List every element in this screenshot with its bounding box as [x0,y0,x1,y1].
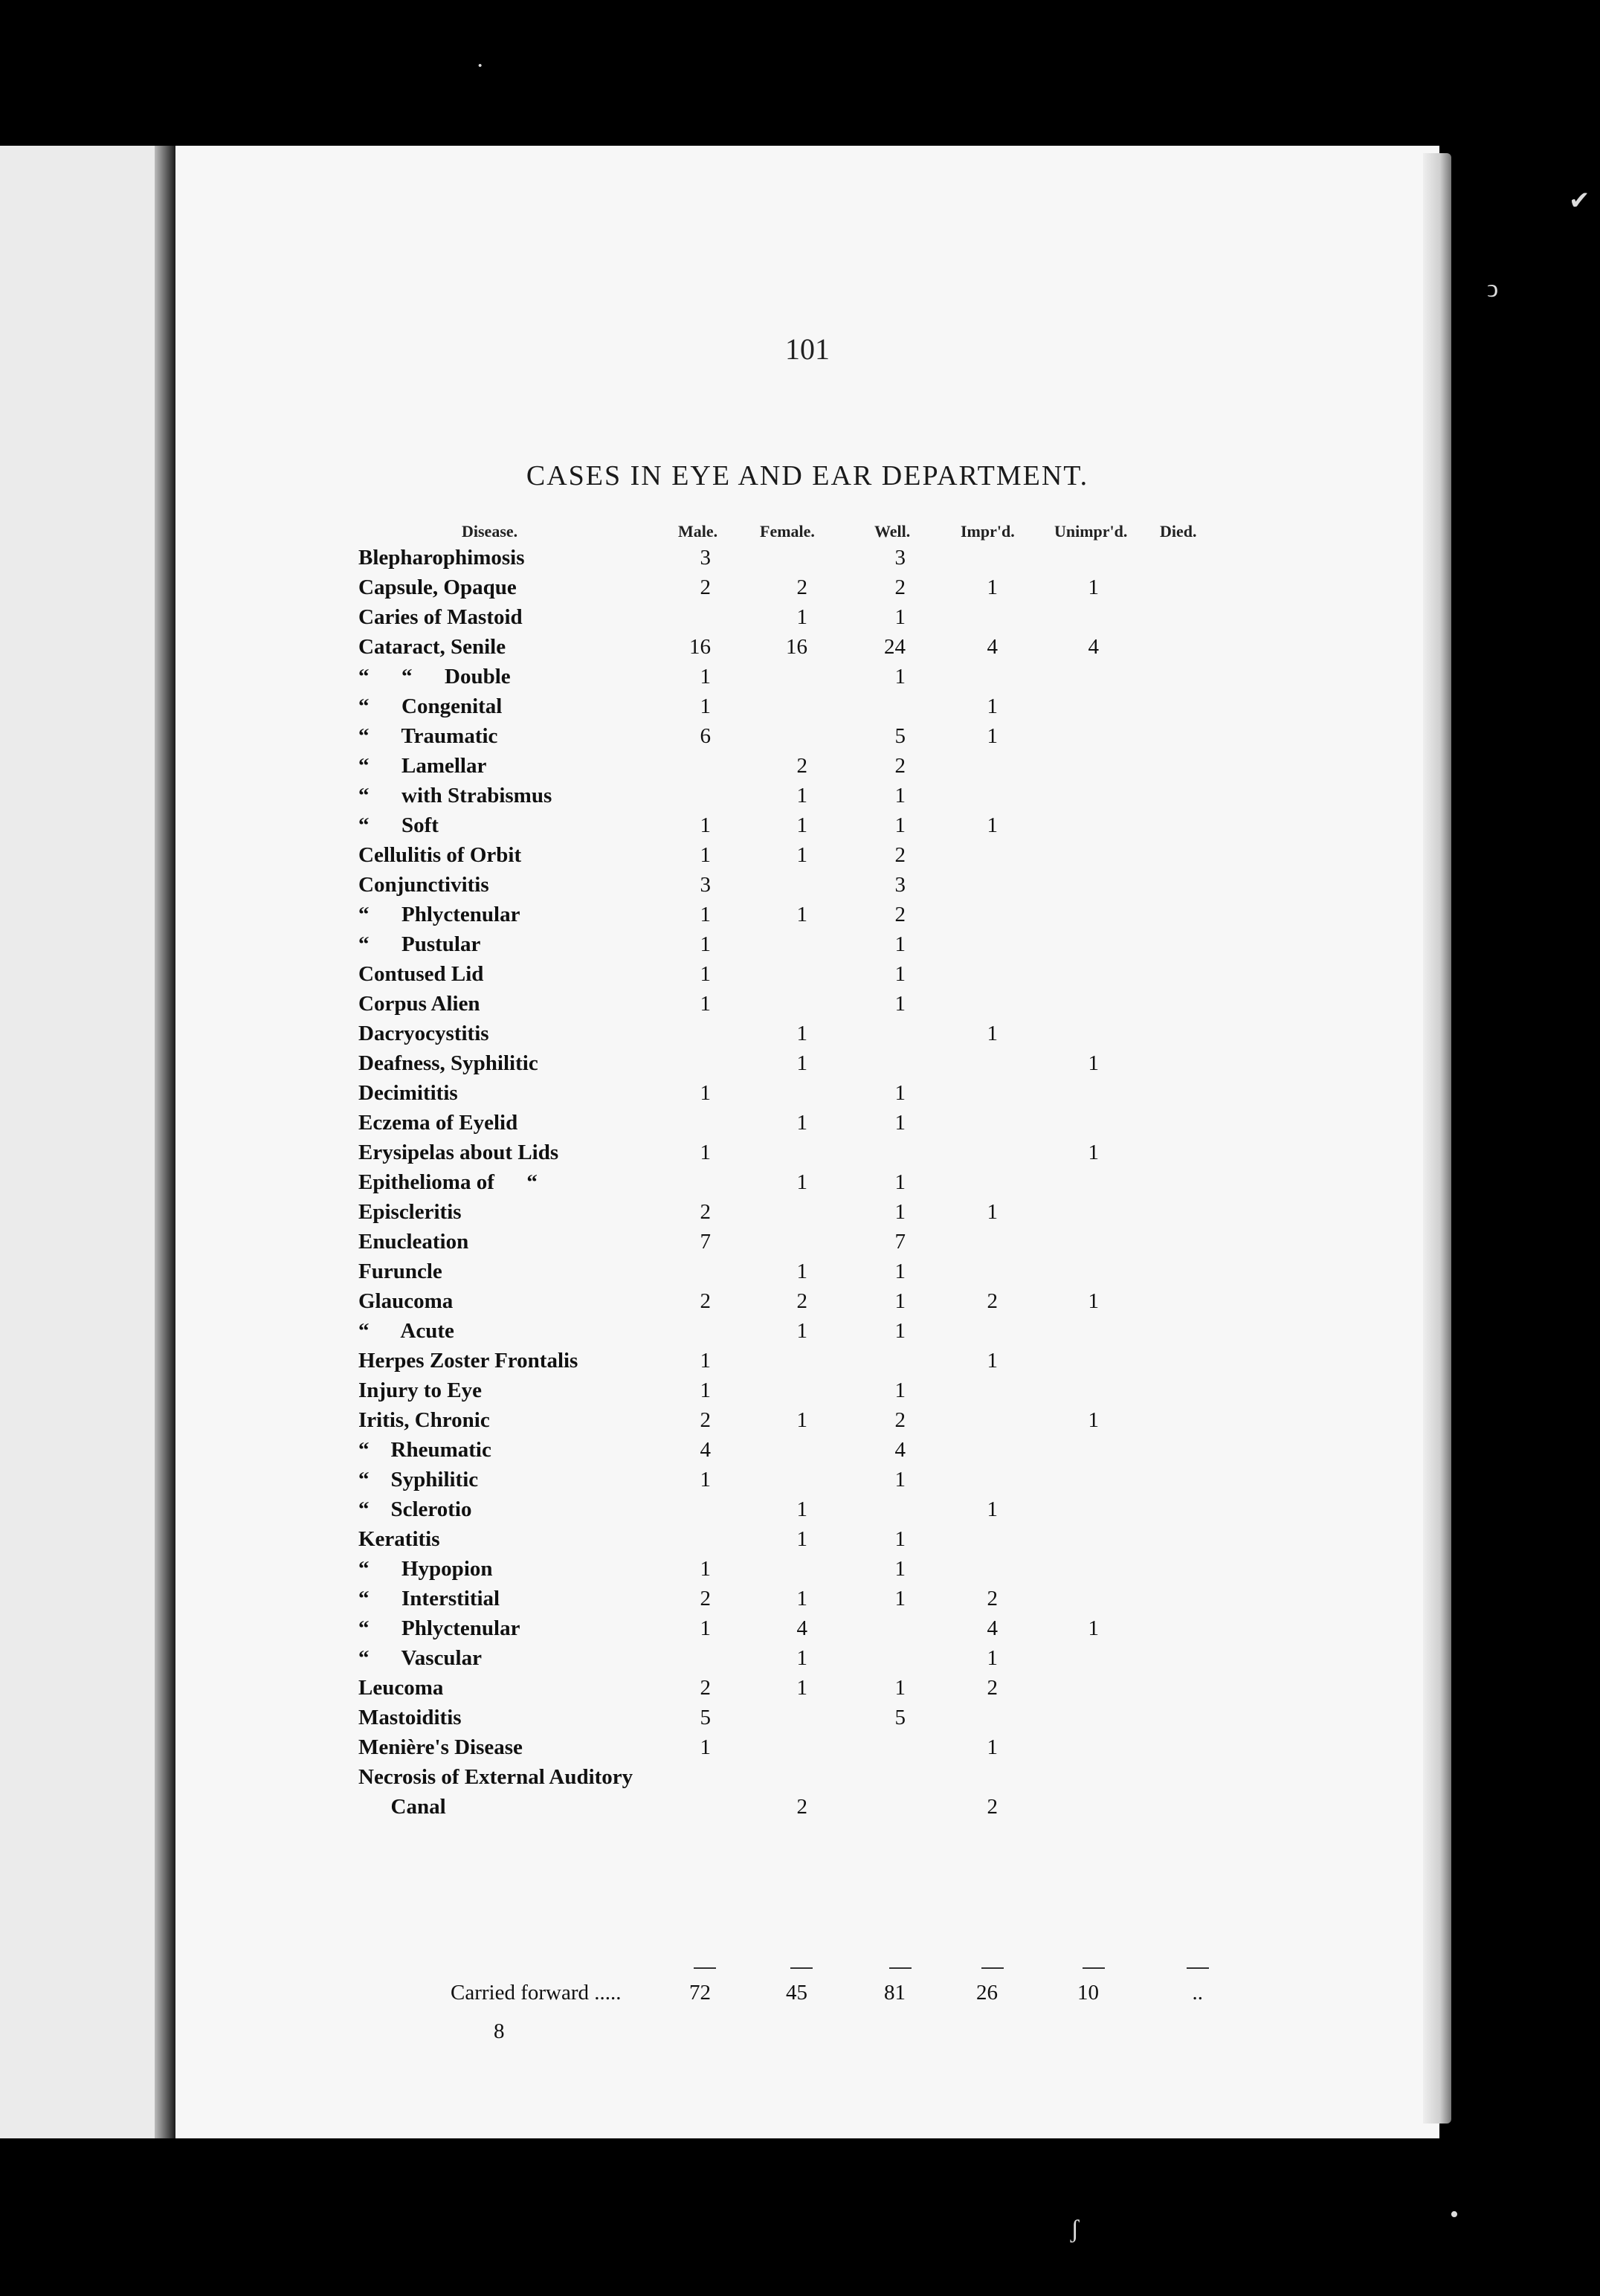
disease-name: Glaucoma [358,1289,454,1313]
disease-name: “ Traumatic [358,724,498,748]
totals-row [175,1981,1439,2013]
total-well: 81 [884,1981,906,2005]
cell-unimpr: 1 [1088,1408,1099,1432]
total-impr: 26 [976,1981,998,2005]
film-speck: · [476,52,485,80]
cell-well: 1 [894,1111,906,1135]
table-row [175,1703,1439,1732]
disease-name: “ Interstitial [358,1587,500,1610]
cell-male: 1 [700,843,711,867]
cell-female: 1 [796,903,807,926]
cell-male: 16 [689,635,711,659]
cell-well: 1 [894,1557,906,1581]
disease-name: “ “ Double [358,665,511,689]
disease-name: “ Congenital [358,694,503,718]
cell-well: 1 [894,1676,906,1700]
total-male: 72 [689,1981,711,2005]
cell-well: 2 [894,754,906,778]
table-row [175,989,1439,1019]
table-row [175,721,1439,751]
cell-impr: 1 [987,575,998,599]
cell-male: 1 [700,1349,711,1373]
cell-female: 1 [796,1646,807,1670]
disease-name: Canal [358,1795,446,1819]
cell-unimpr: 1 [1088,1289,1099,1313]
table-row [175,1286,1439,1316]
cell-well: 1 [894,1170,906,1194]
cell-female: 2 [796,1289,807,1313]
cell-female: 1 [796,843,807,867]
disease-name: Episcleritis [358,1200,462,1224]
cell-well: 2 [894,903,906,926]
table-row [175,1346,1439,1376]
disease-name: “ Soft [358,813,439,837]
disease-name: Cellulitis of Orbit [358,843,522,867]
cell-well: 24 [884,635,906,659]
table-row [175,1554,1439,1584]
cell-male: 1 [700,665,711,689]
cell-male: 4 [700,1438,711,1462]
cell-well: 1 [894,813,906,837]
total-female: 45 [786,1981,807,2005]
cell-male: 2 [700,1587,711,1610]
disease-name: “ with Strabismus [358,784,552,807]
col-header-well: Well. [874,522,911,541]
table-row [175,1613,1439,1643]
cell-impr: 2 [987,1587,998,1610]
col-header-unimpr: Unimpr'd. [1054,522,1128,541]
cell-well: 1 [894,665,906,689]
disease-name: Necrosis of External Auditory [358,1765,633,1789]
cell-male: 2 [700,1408,711,1432]
cell-well: 1 [894,932,906,956]
disease-name: Conjunctivitis [358,873,489,897]
signature-mark: 8 [494,2019,505,2043]
cell-well: 1 [894,1587,906,1610]
cell-impr: 4 [987,635,998,659]
cell-male: 1 [700,992,711,1016]
table-row [175,1494,1439,1524]
table-row [175,1138,1439,1167]
table-row [175,543,1439,573]
cell-well: 2 [894,843,906,867]
cell-impr: 1 [987,1022,998,1045]
disease-name: “ Phlyctenular [358,1616,520,1640]
disease-name: Cataract, Senile [358,635,506,659]
cell-male: 5 [700,1706,711,1729]
disease-name: Corpus Alien [358,992,480,1016]
cell-impr: 1 [987,724,998,748]
disease-name: “ Hypopion [358,1557,493,1581]
disease-name: Iritis, Chronic [358,1408,490,1432]
table-row [175,1108,1439,1138]
col-header-died: Died. [1160,522,1197,541]
disease-name: “ Acute [358,1319,454,1343]
table-row [175,1435,1439,1465]
cell-female: 1 [796,1170,807,1194]
disease-name: “ Sclerotio [358,1497,472,1521]
table-row [175,662,1439,691]
cell-impr: 2 [987,1676,998,1700]
disease-name: Enucleation [358,1230,469,1254]
cell-well: 5 [894,724,906,748]
table-row [175,1257,1439,1286]
page-fore-edge [1423,153,1451,2124]
cell-well: 1 [894,1081,906,1105]
rule-female [790,1967,813,1969]
disease-name: “ Pustular [358,932,481,956]
cell-well: 1 [894,1468,906,1492]
rule-well [889,1967,912,1969]
table-row [175,602,1439,632]
cell-unimpr: 1 [1088,575,1099,599]
table-row [175,1732,1439,1762]
rule-impr [981,1967,1004,1969]
disease-name: Caries of Mastoid [358,605,523,629]
document-page [175,146,1439,2138]
table-row [175,1643,1439,1673]
cell-well: 1 [894,1260,906,1283]
table-row [175,573,1439,602]
cell-well: 2 [894,1408,906,1432]
disease-name: Furuncle [358,1260,442,1283]
disease-name: Leucoma [358,1676,444,1700]
cell-impr: 2 [987,1289,998,1313]
table-row [175,691,1439,721]
rule-male [694,1967,716,1969]
col-header-male: Male. [678,522,718,541]
disease-name: Contused Lid [358,962,484,986]
cell-male: 2 [700,1289,711,1313]
table-row [175,1019,1439,1048]
disease-name: “ Rheumatic [358,1438,491,1462]
cell-well: 1 [894,1319,906,1343]
disease-name: “ Vascular [358,1646,482,1670]
totals-label-text: Carried forward [451,1981,589,2005]
cases-table [175,543,1439,1822]
disease-name: Mastoiditis [358,1706,462,1729]
cell-female: 1 [796,784,807,807]
cell-impr: 1 [987,1200,998,1224]
cell-well: 7 [894,1230,906,1254]
total-died: .. [1192,1981,1203,2005]
cell-well: 2 [894,575,906,599]
totals-label: Carried forward ..... [451,1981,622,2005]
table-row [175,1405,1439,1435]
cell-male: 1 [700,1081,711,1105]
cell-unimpr: 4 [1088,635,1099,659]
cell-female: 2 [796,754,807,778]
disease-name: Keratitis [358,1527,440,1551]
cell-male: 2 [700,1200,711,1224]
cell-female: 1 [796,1408,807,1432]
table-row [175,1197,1439,1227]
cell-impr: 1 [987,1349,998,1373]
disease-name: Capsule, Opaque [358,575,517,599]
table-row [175,751,1439,781]
table-row [175,1227,1439,1257]
cell-female: 1 [796,605,807,629]
film-speck: ↄ [1487,275,1499,303]
cell-female: 1 [796,1051,807,1075]
table-row [175,840,1439,870]
cell-unimpr: 1 [1088,1051,1099,1075]
rule-unimpr [1083,1967,1105,1969]
col-header-female: Female. [760,522,815,541]
table-row [175,810,1439,840]
cell-female: 1 [796,1022,807,1045]
disease-name: Blepharophimosis [358,546,525,570]
cell-well: 5 [894,1706,906,1729]
col-header-disease: Disease. [462,522,518,541]
total-unimpr: 10 [1077,1981,1099,2005]
table-row [175,1078,1439,1108]
cell-male: 1 [700,1378,711,1402]
cell-male: 3 [700,873,711,897]
cell-female: 16 [786,635,807,659]
film-speck: ʃ [1071,2216,1080,2243]
table-row [175,1524,1439,1554]
cell-male: 1 [700,1468,711,1492]
table-row [175,1048,1439,1078]
table-row [175,900,1439,929]
disease-name: Eczema of Eyelid [358,1111,518,1135]
cell-impr: 1 [987,813,998,837]
cell-impr: 4 [987,1616,998,1640]
film-speck: ✔ [1569,187,1590,215]
cell-female: 1 [796,1497,807,1521]
table-row [175,1167,1439,1197]
table-row [175,1316,1439,1346]
cell-unimpr: 1 [1088,1141,1099,1164]
left-page-edge [0,146,155,2138]
cell-male: 2 [700,575,711,599]
disease-name: Decimititis [358,1081,458,1105]
cell-well: 1 [894,1289,906,1313]
cell-male: 6 [700,724,711,748]
table-row [175,1584,1439,1613]
col-header-impr: Impr'd. [961,522,1015,541]
table-row [175,632,1439,662]
cell-male: 1 [700,1616,711,1640]
cell-impr: 1 [987,1735,998,1759]
cell-female: 4 [796,1616,807,1640]
cell-impr: 1 [987,1646,998,1670]
table-row [175,959,1439,989]
disease-name: Injury to Eye [358,1378,482,1402]
cell-male: 1 [700,813,711,837]
cell-female: 2 [796,1795,807,1819]
cell-male: 1 [700,1557,711,1581]
page-title: CASES IN EYE AND EAR DEPARTMENT. [526,460,1089,491]
cell-male: 1 [700,903,711,926]
cell-well: 1 [894,605,906,629]
page-number: 101 [785,332,830,366]
page-gutter [155,146,175,2138]
cell-unimpr: 1 [1088,1616,1099,1640]
film-speck: • [1450,2201,1459,2228]
cell-impr: 1 [987,694,998,718]
table-row [175,1762,1439,1792]
cell-female: 2 [796,575,807,599]
disease-name: “ Syphilitic [358,1468,479,1492]
rule-died [1187,1967,1209,1969]
cell-male: 2 [700,1676,711,1700]
cell-well: 1 [894,992,906,1016]
disease-name: Dacryocystitis [358,1022,489,1045]
disease-name: Menière's Disease [358,1735,523,1759]
cell-male: 1 [700,1141,711,1164]
cell-male: 1 [700,962,711,986]
disease-name: Epithelioma of “ [358,1170,538,1194]
cell-female: 1 [796,1587,807,1610]
cell-well: 1 [894,1527,906,1551]
disease-name: Deafness, Syphilitic [358,1051,538,1075]
disease-name: “ Lamellar [358,754,487,778]
cell-male: 1 [700,932,711,956]
cell-female: 1 [796,1676,807,1700]
cell-well: 4 [894,1438,906,1462]
cell-female: 1 [796,1319,807,1343]
cell-male: 1 [700,1735,711,1759]
cell-well: 1 [894,962,906,986]
cell-female: 1 [796,1527,807,1551]
table-row [175,929,1439,959]
table-row [175,1465,1439,1494]
cell-well: 1 [894,1200,906,1224]
cell-female: 1 [796,1260,807,1283]
cell-male: 7 [700,1230,711,1254]
table-row [175,1792,1439,1822]
table-row [175,781,1439,810]
cell-well: 1 [894,784,906,807]
cell-impr: 1 [987,1497,998,1521]
disease-name: Herpes Zoster Frontalis [358,1349,578,1373]
cell-female: 1 [796,1111,807,1135]
cell-well: 3 [894,873,906,897]
cell-male: 1 [700,694,711,718]
cell-well: 3 [894,546,906,570]
cell-male: 3 [700,546,711,570]
table-row [175,1673,1439,1703]
table-row [175,1376,1439,1405]
cell-female: 1 [796,813,807,837]
table-row [175,870,1439,900]
cell-impr: 2 [987,1795,998,1819]
disease-name: “ Phlyctenular [358,903,520,926]
cell-well: 1 [894,1378,906,1402]
disease-name: Erysipelas about Lids [358,1141,559,1164]
